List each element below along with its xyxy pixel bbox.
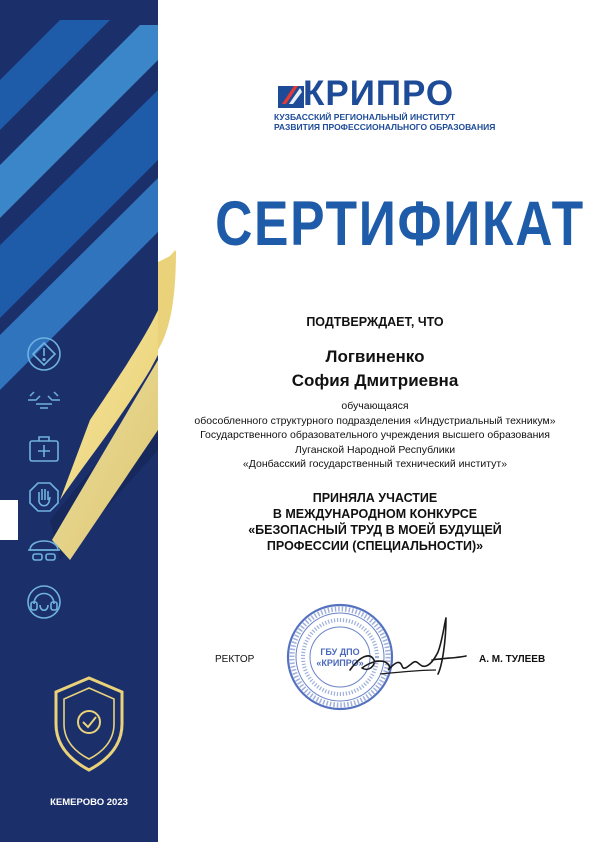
rector-signature [340, 612, 470, 692]
participation-statement [180, 490, 570, 554]
rector-name: А. М. ТУЛЕЕВ [479, 654, 546, 665]
recipient-given-names: София Дмитриевна [291, 371, 459, 390]
participation-line: «БЕЗОПАСНЫЙ ТРУД В МОЕЙ БУДУЩЕЙ [248, 523, 502, 537]
certificate-title: СЕРТИФИКАТ [215, 189, 585, 259]
participation-line: В МЕЖДУНАРОДНОМ КОНКУРСЕ [272, 507, 478, 521]
details-line: «Донбасский государственный технический институт» [242, 458, 508, 470]
logo-mark-icon [278, 86, 304, 108]
warning-diamond-icon [28, 338, 60, 370]
details-line: обособленного структурного подразделения «Индустриальный техникум» [194, 414, 556, 427]
details-line: Государственного образовательного учреждения высшего образования [200, 429, 550, 441]
rector-label: РЕКТОР [215, 654, 255, 665]
city-year: КЕМЕРОВО 2023 [50, 797, 128, 808]
recipient-details [180, 399, 570, 472]
logo-subtitle-line1: КУЗБАССКИЙ РЕГИОНАЛЬНЫЙ ИНСТИТУТ [274, 112, 456, 122]
stamp-text-line2: «КРИПРО» [316, 658, 364, 668]
recipient-surname: Логвиненко [325, 347, 425, 366]
logo-subtitle-line2: РАЗВИТИЯ ПРОФЕССИОНАЛЬНОГО ОБРАЗОВАНИЯ [274, 122, 496, 132]
details-line: Луганской Народной Республики [294, 443, 456, 456]
details-line: обучающаяся [341, 400, 409, 412]
stamp-text-line1: ГБУ ДПО [320, 647, 360, 657]
participation-line: ПРОФЕССИИ (СПЕЦИАЛЬНОСТИ)» [266, 539, 484, 553]
participation-line: ПРИНЯЛА УЧАСТИЕ [312, 491, 438, 505]
confirms-text: ПОДТВЕРЖДАЕТ, ЧТО [306, 315, 444, 329]
logo-name: КРИПРО [303, 74, 455, 113]
